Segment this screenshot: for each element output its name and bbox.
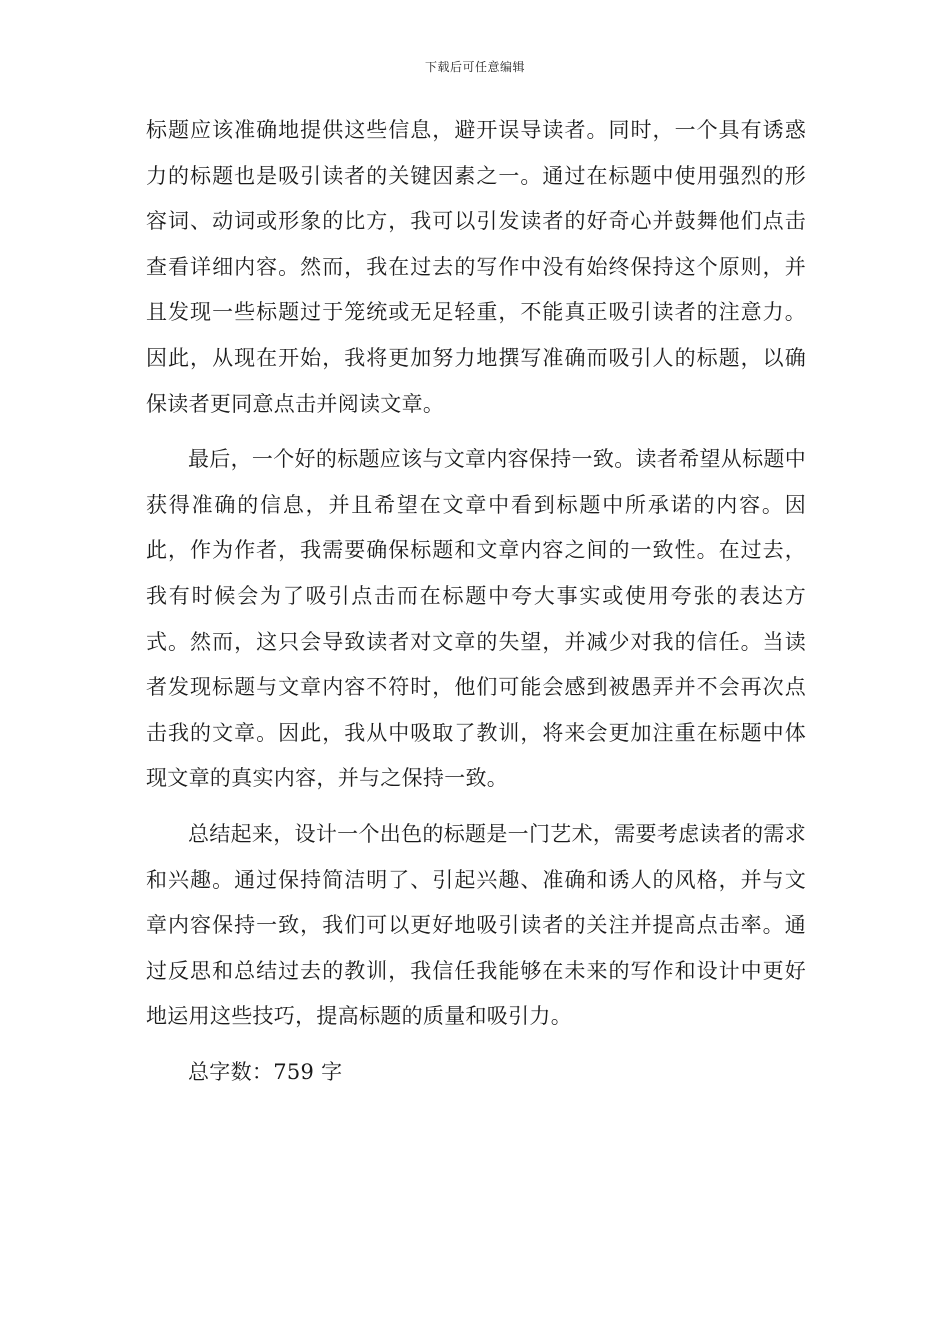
paragraph-continued: 标题应该准确地提供这些信息，避开误导读者。同时，一个具有诱惑力的标题也是吸引读者的关键因素之一。通过在标题中使用强烈的形容词、动词或形象的比方，我可以引发读者的好奇心并鼓舞他们点击查看详细内容。然而，我在过去的写作中没有始终保持这个原则，并且发现一些标题过于笼统或无足轻重，不能真正吸引读者的注意力。因此，从现在开始，我将更加努力地撰写准确而吸引人的标题，以确保读者更同意点击并阅读文章。 — [146, 118, 806, 416]
paragraph-consistency: 最后，一个好的标题应该与文章内容保持一致。读者希望从标题中获得准确的信息，并且希望在文章中看到标题中所承诺的内容。因此，作为作者，我需要确保标题和文章内容之间的一致性。在过去，我有时候会为了吸引点击而在标题中夸大事实或使用夸张的表达方式。然而，这只会导致读者对文章的失望，并减少对我的信任。当读者发现标题与文章内容不符时，他们可能会感到被愚弄并不会再次点击我的文章。因此，我从中吸取了教训，将来会更加注重在标题中体现文章的真实内容，并与之保持一致。 — [146, 447, 806, 791]
page-header: 下载后可任意编辑 — [424, 60, 525, 74]
word-count: 总字数：759 字 — [188, 1059, 343, 1084]
document-body — [146, 108, 806, 1105]
paragraph-summary: 总结起来，设计一个出色的标题是一门艺术，需要考虑读者的需求和兴趣。通过保持简洁明了、引起兴趣、准确和诱人的风格，并与文章内容保持一致，我们可以更好地吸引读者的关注并提高点击率。通过反思和总结过去的教训，我信任我能够在未来的写作和设计中更好地运用这些技巧，提高标题的质量和吸引力。 — [146, 821, 806, 1029]
